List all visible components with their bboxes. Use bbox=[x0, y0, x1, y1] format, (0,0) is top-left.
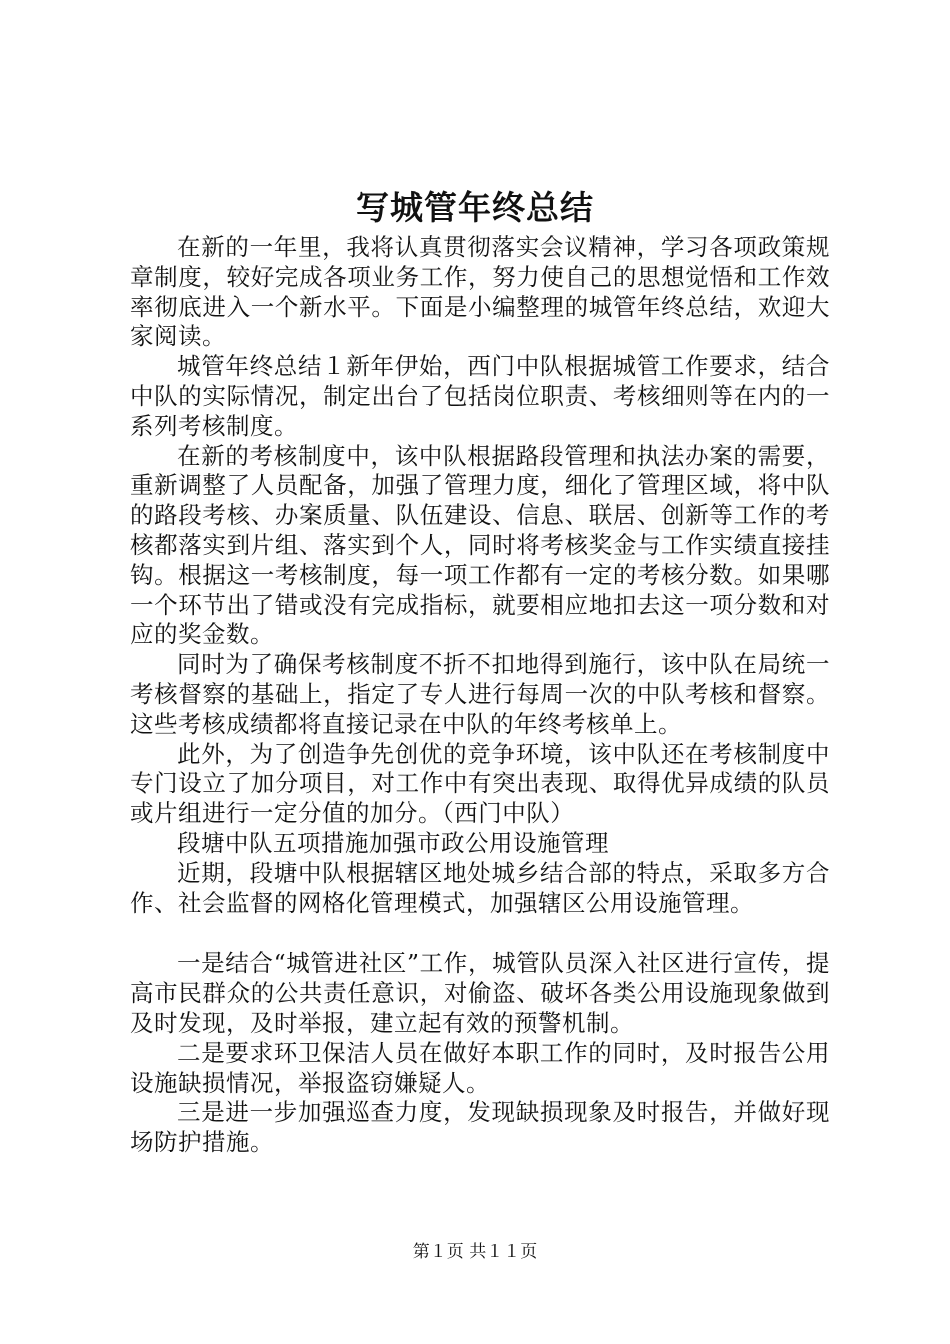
paragraph-9: 三是进一步加强巡查力度，发现缺损现象及时报告，并做好现场防护措施。 bbox=[130, 1098, 830, 1157]
paragraph-2: 在新的考核制度中，该中队根据路段管理和执法办案的需要，重新调整了人员配备，加强了管理力度，细化了管理区域，将中队的路段考核、办案质量、队伍建设、信息、联居、创新等工作的考核都落实到片组、落实到个人，同时将考核奖金与工作实绩直接挂钩。根据这一考核制度，每一项工作都有一定的考核分数。如果哪一个环节出了错或没有完成指标，就要相应地扣去这一项分数和对应的奖金数。 bbox=[130, 441, 830, 649]
document-title: 写城管年终总结 bbox=[356, 188, 594, 227]
paragraph-7: 一是结合“城管进社区”工作，城管队员深入社区进行宣传，提高市民群众的公共责任意识，对偷盗、破坏各类公用设施现象做到及时发现，及时举报，建立起有效的预警机制。 bbox=[130, 949, 830, 1037]
paragraph-6: 近期，段塘中队根据辖区地处城乡结合部的特点，采取多方合作、社会监督的网格化管理模式，加强辖区公用设施管理。 bbox=[130, 858, 830, 917]
paragraph-1: 城管年终总结１新年伊始，西门中队根据城管工作要求，结合中队的实际情况，制定出台了包括岗位职责、考核细则等在内的一系列考核制度。 bbox=[130, 352, 830, 440]
paragraph-intro: 在新的一年里，我将认真贯彻落实会议精神，学习各项政策规章制度，较好完成各项业务工作，努力使自己的思想觉悟和工作效率彻底进入一个新水平。下面是小编整理的城管年终总结，欢迎大家阅读。 bbox=[130, 233, 830, 351]
page-footer: 第１页 共１１页 bbox=[412, 1242, 538, 1262]
document-body bbox=[130, 233, 830, 1158]
section-heading: 段塘中队五项措施加强市政公用设施管理 bbox=[177, 828, 609, 857]
paragraph-4: 此外，为了创造争先创优的竞争环境，该中队还在考核制度中专门设立了加分项目，对工作中有突出表现、取得优异成绩的队员或片组进行一定分值的加分。（西门中队） bbox=[130, 739, 830, 828]
paragraph-8: 二是要求环卫保洁人员在做好本职工作的同时，及时报告公用设施缺损情况，举报盗窃嫌疑人。 bbox=[130, 1038, 830, 1097]
paragraph-3: 同时为了确保考核制度不折不扣地得到施行，该中队在局统一考核督察的基础上，指定了专人进行每周一次的中队考核和督察。这些考核成绩都将直接记录在中队的年终考核单上。 bbox=[130, 650, 830, 738]
